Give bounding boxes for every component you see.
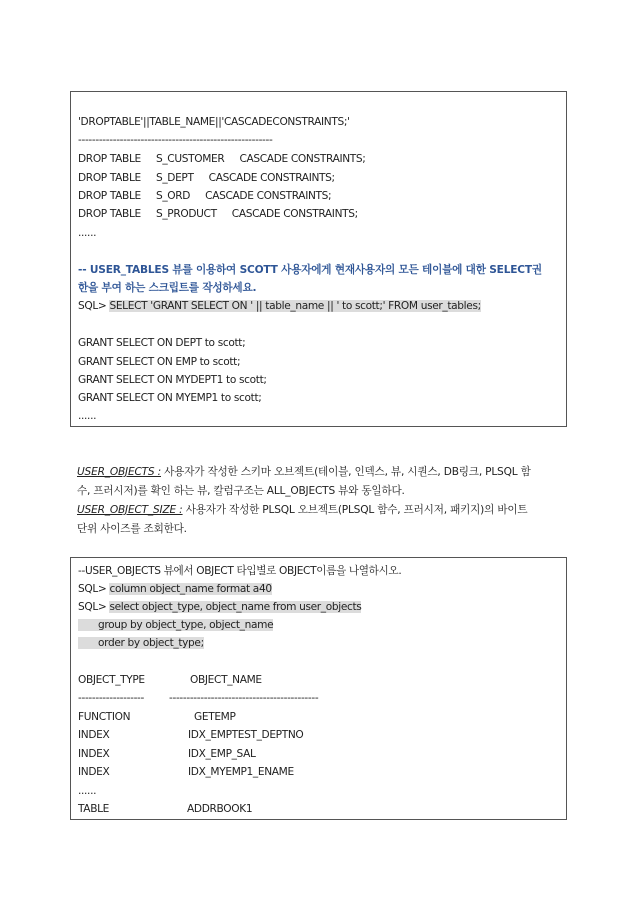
drop-row: DROP TABLE S_PRODUCT CASCADE CONSTRAINTS; bbox=[78, 208, 358, 220]
result-name: IDX_EMPTEST_DEPTNO bbox=[188, 729, 304, 741]
sql-prompt-line bbox=[78, 601, 361, 614]
column-header: OBJECT_TYPE bbox=[78, 674, 145, 686]
sql-command: order by object_type; bbox=[78, 637, 204, 649]
sql-command: column object_name format a40 bbox=[109, 583, 272, 595]
result-type: FUNCTION bbox=[78, 711, 131, 723]
query-header: 'DROPTABLE'||TABLE_NAME||'CASCADECONSTRAINTS;' bbox=[78, 116, 350, 128]
sql-prompt: SQL> bbox=[78, 300, 110, 312]
task-comment: 한을 부여 하는 스크립트를 작성하세요. bbox=[78, 282, 257, 294]
term-user-object-size: USER_OBJECT_SIZE : bbox=[77, 504, 183, 516]
sql-continuation bbox=[78, 619, 273, 632]
result-name: ADDRBOOK1 bbox=[187, 803, 253, 815]
sql-prompt: SQL> bbox=[78, 601, 110, 613]
sql-prompt-line bbox=[78, 583, 272, 596]
result-name: IDX_EMP_SAL bbox=[188, 748, 256, 760]
ellipsis: ...... bbox=[78, 410, 97, 422]
separator: -------------------------------------------------------- bbox=[78, 134, 273, 146]
sql-command: group by object_type, object_name bbox=[78, 619, 273, 631]
desc-text: 사용자가 작성한 PLSQL 오브젝트(PLSQL 함수, 프러시저, 패키지)의 바이트 bbox=[182, 504, 528, 516]
result-name: GETEMP bbox=[194, 711, 236, 723]
drop-row: DROP TABLE S_DEPT CASCADE CONSTRAINTS; bbox=[78, 172, 335, 184]
sql-prompt-line bbox=[78, 300, 481, 313]
grant-row: GRANT SELECT ON MYEMP1 to scott; bbox=[78, 392, 262, 404]
sql-code-box-user-objects bbox=[70, 557, 567, 820]
drop-row: DROP TABLE S_ORD CASCADE CONSTRAINTS; bbox=[78, 190, 332, 202]
sql-command: select object_type, object_name from user_objects bbox=[109, 601, 362, 613]
desc-line: 단위 사이즈를 조회한다. bbox=[77, 523, 187, 535]
result-name: IDX_MYEMP1_ENAME bbox=[188, 766, 294, 778]
desc-line bbox=[77, 466, 563, 479]
term-user-objects: USER_OBJECTS : bbox=[77, 466, 161, 478]
separator: ------------------- bbox=[78, 692, 144, 704]
result-type: INDEX bbox=[78, 748, 110, 760]
drop-row: DROP TABLE S_CUSTOMER CASCADE CONSTRAINTS; bbox=[78, 153, 366, 165]
sql-code-box-drop-grant bbox=[70, 91, 567, 427]
result-type: INDEX bbox=[78, 766, 110, 778]
task-comment: -- USER_TABLES 뷰를 이용하여 SCOTT 사용자에게 현재사용자의 모든 테이블에 대한 SELECT권 bbox=[78, 264, 542, 276]
sql-prompt: SQL> bbox=[78, 583, 110, 595]
ellipsis: ...... bbox=[78, 785, 97, 797]
task-comment: --USER_OBJECTS 뷰에서 OBJECT 타입별로 OBJECT이름을 나열하시오. bbox=[78, 565, 402, 577]
desc-text: 사용자가 작성한 스키마 오브젝트(테이블, 인덱스, 뷰, 시퀀스, DB링크, PLSQL 함 bbox=[160, 466, 531, 478]
sql-continuation bbox=[78, 637, 204, 650]
grant-row: GRANT SELECT ON EMP to scott; bbox=[78, 356, 241, 368]
sql-statement: SELECT 'GRANT SELECT ON ' || table_name || ' to scott;' FROM user_tables; bbox=[109, 300, 481, 312]
ellipsis: ...... bbox=[78, 227, 97, 239]
result-type: INDEX bbox=[78, 729, 110, 741]
grant-row: GRANT SELECT ON DEPT to scott; bbox=[78, 337, 246, 349]
result-type: TABLE bbox=[78, 803, 110, 815]
separator: ------------------------------------------- bbox=[169, 692, 319, 704]
column-header: OBJECT_NAME bbox=[190, 674, 262, 686]
grant-row: GRANT SELECT ON MYDEPT1 to scott; bbox=[78, 374, 267, 386]
desc-line bbox=[77, 504, 563, 517]
desc-line: 수, 프러시저)를 확인 하는 뷰, 칼럼구조는 ALL_OBJECTS 뷰와 동일하다. bbox=[77, 485, 405, 497]
